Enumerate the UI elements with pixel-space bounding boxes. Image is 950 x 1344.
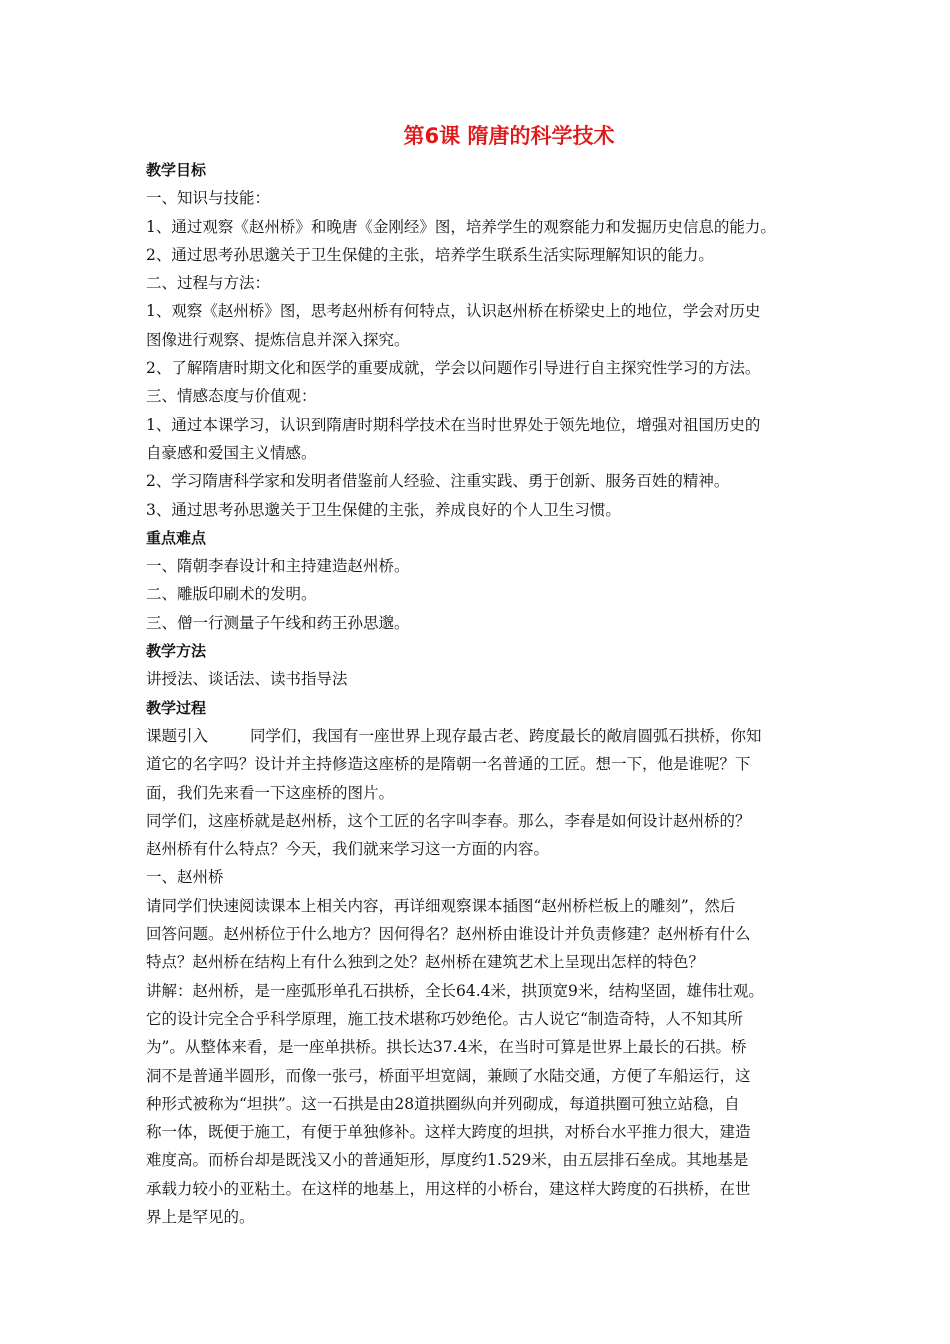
text-line: 三、僧一行测量子午线和药王孙思邈。: [146, 613, 410, 632]
text-line: 3、通过思考孙思邈关于卫生保健的主张，养成良好的个人卫生习惯。: [146, 500, 621, 519]
heading-teaching-methods: 教学方法: [146, 642, 207, 661]
text-line: 1、观察《赵州桥》图，思考赵州桥有何特点，认识赵州桥在桥梁史上的地位，学会对历史: [146, 302, 761, 321]
text-line: 请同学们快速阅读课本上相关内容，再详细观察课本插图“赵州桥栏板上的雕刻”，然后: [146, 896, 736, 915]
text-line: 界上是罕见的。: [146, 1207, 255, 1226]
intro-label: 课题引入: [146, 726, 209, 745]
text-line: 2、通过思考孙思邈关于卫生保健的主张，培养学生联系生活实际理解知识的能力。: [146, 245, 714, 264]
text-line: 2、了解隋唐时期文化和医学的重要成就，学会以问题作引导进行自主探究性学习的方法。: [146, 359, 761, 378]
heading-teaching-goals: 教学目标: [146, 161, 207, 179]
text-line: 2、学习隋唐科学家和发明者借鉴前人经验、注重实践、勇于创新、服务百姓的精神。: [146, 472, 730, 491]
text-line: 承载力较小的亚粘土。在这样的地基上，用这样的小桥台，建这样大跨度的石拱桥，在世: [146, 1179, 751, 1198]
intro-paragraph-line: [146, 722, 836, 750]
intro-text: 同学们，我国有一座世界上现存最古老、跨度最长的敞肩圆弧石拱桥，你知: [250, 726, 762, 745]
text-line: 面，我们先来看一下这座桥的图片。: [146, 783, 395, 802]
text-line: 同学们，这座桥就是赵州桥，这个工匠的名字叫李春。那么，李春是如何设计赵州桥的？: [146, 811, 751, 830]
text-line: 回答问题。赵州桥位于什么地方？因何得名？赵州桥由谁设计并负责修建？赵州桥有什么: [146, 925, 751, 944]
text-line: 1、通过观察《赵州桥》和晚唐《金刚经》图，培养学生的观察能力和发掘历史信息的能力。: [146, 217, 776, 236]
text-line: 自豪感和爱国主义情感。: [146, 443, 317, 462]
text-line: 特点？赵州桥在结构上有什么独到之处？赵州桥在建筑艺术上呈现出怎样的特色？: [146, 953, 705, 972]
document-page: [146, 118, 836, 1231]
text-line: 称一体，既便于施工，有便于单独修补。这样大跨度的坦拱，对桥台水平推力很大，建造: [146, 1123, 751, 1142]
text-line: 种形式被称为“坦拱”。这一石拱是由28道拱圈纵向并列砌成，每道拱圈可独立站稳，自: [146, 1094, 740, 1113]
page-title: 第6课 隋唐的科学技术: [403, 124, 615, 148]
heading-teaching-process: 教学过程: [146, 698, 207, 717]
text-line: 讲解：赵州桥，是一座弧形单孔石拱桥，全长64.4米，拱顶宽9米，结构坚固，雄伟壮观。: [146, 981, 764, 1000]
text-line: 一、隋朝李春设计和主持建造赵州桥。: [146, 557, 410, 576]
text-line: 赵州桥有什么特点？今天，我们就来学习这一方面的内容。: [146, 840, 550, 859]
text-line: 难度高。而桥台却是既浅又小的普通矩形，厚度约1.529米，由五层排石垒成。其地基是: [146, 1151, 749, 1170]
text-line: 一、赵州桥: [146, 868, 224, 887]
text-line: 1、通过本课学习，认识到隋唐时期科学技术在当时世界处于领先地位，增强对祖国历史的: [146, 415, 761, 434]
text-line: 图像进行观察、提炼信息并深入探究。: [146, 330, 410, 349]
text-line: 道它的名字吗？设计并主持修造这座桥的是隋朝一名普通的工匠。想一下，他是谁呢？下: [146, 755, 751, 774]
heading-key-points: 重点难点: [146, 528, 207, 547]
text-line: 讲授法、谈话法、读书指导法: [146, 670, 348, 689]
document-body: [146, 156, 836, 1231]
text-line: 洞不是普通半圆形，而像一张弓，桥面平坦宽阔，兼顾了水陆交通，方便了车船运行，这: [146, 1066, 751, 1085]
text-line: 一、知识与技能：: [146, 189, 271, 208]
text-line: 为”。从整体来看，是一座单拱桥。拱长达37.4米，在当时可算是世界上最长的石拱。桥: [146, 1038, 747, 1057]
text-line: 二、雕版印刷术的发明。: [146, 585, 317, 604]
text-line: 二、过程与方法：: [146, 274, 271, 293]
text-line: 三、情感态度与价值观：: [146, 387, 317, 406]
text-line: 它的设计完全合乎科学原理，施工技术堪称巧妙绝伦。古人说它“制造奇特，人不知其所: [146, 1009, 743, 1028]
